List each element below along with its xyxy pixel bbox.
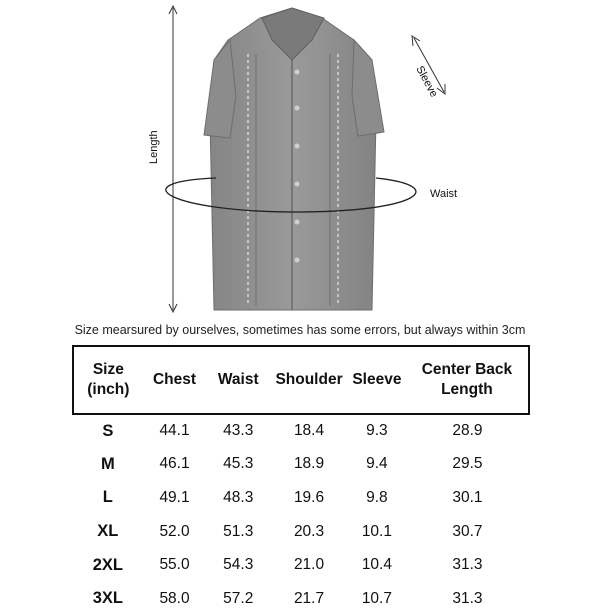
shoulder-cell: 18.9	[293, 455, 325, 473]
chest-cell: 44.1	[159, 422, 190, 440]
table-row	[73, 448, 529, 482]
sleeve-label: Sleeve	[413, 64, 440, 100]
length-cell: 31.3	[452, 556, 483, 574]
waist-cell: 54.3	[223, 556, 254, 574]
waist-cell: 45.3	[223, 455, 254, 473]
sleeve-cell: 10.1	[361, 522, 392, 540]
chest-cell: 52.0	[159, 522, 190, 540]
size-cell: 3XL	[92, 589, 123, 608]
header-waist: Waist	[206, 346, 270, 414]
table-header-row	[73, 346, 529, 414]
chest-cell: 49.1	[159, 488, 190, 506]
shoulder-cell: 20.3	[293, 522, 325, 540]
length-label: Length	[148, 130, 160, 164]
measurement-note: Size mearsured by ourselves, sometimes has some errors, but always within 3cm	[74, 323, 526, 337]
shoulder-cell: 21.7	[293, 589, 325, 607]
size-cell: 2XL	[92, 555, 123, 574]
waist-cell: 43.3	[223, 422, 254, 440]
chest-cell: 55.0	[159, 556, 190, 574]
length-cell: 29.5	[452, 455, 483, 473]
sleeve-cell: 9.3	[366, 422, 388, 440]
sleeve-cell: 10.4	[361, 556, 392, 574]
waist-label: Waist	[430, 188, 458, 200]
header-shoulder: Shoulder	[270, 346, 348, 414]
chest-cell: 46.1	[159, 455, 190, 473]
header-center-back-length: Center Back Length	[406, 346, 529, 414]
size-cell: S	[102, 421, 114, 440]
table-row	[73, 582, 529, 616]
length-cell: 28.9	[452, 422, 483, 440]
length-cell: 31.3	[452, 589, 483, 607]
size-cell: L	[102, 488, 113, 507]
table-row	[73, 548, 529, 582]
shirt-icon	[204, 8, 384, 310]
sleeve-cell: 10.7	[361, 589, 392, 607]
size-cell: XL	[97, 522, 119, 541]
waist-cell: 51.3	[223, 522, 254, 540]
chest-cell: 58.0	[159, 589, 190, 607]
table-row	[73, 515, 529, 549]
size-cell: M	[100, 454, 115, 473]
waist-cell: 48.3	[223, 488, 254, 506]
shoulder-cell: 18.4	[293, 422, 325, 440]
shoulder-cell: 21.0	[293, 556, 325, 574]
waist-cell: 57.2	[223, 589, 254, 607]
shoulder-cell: 19.6	[293, 488, 325, 506]
length-arrow-icon	[169, 6, 177, 312]
size-chart-table	[72, 345, 530, 616]
header-sleeve: Sleeve	[348, 346, 406, 414]
table-row	[73, 481, 529, 515]
length-cell: 30.1	[452, 488, 483, 506]
sleeve-cell: 9.8	[366, 488, 388, 506]
length-cell: 30.7	[452, 522, 483, 540]
header-size: Size (inch)	[73, 346, 143, 414]
header-chest: Chest	[143, 346, 207, 414]
sleeve-cell: 9.4	[366, 455, 388, 473]
table-row	[73, 414, 529, 448]
